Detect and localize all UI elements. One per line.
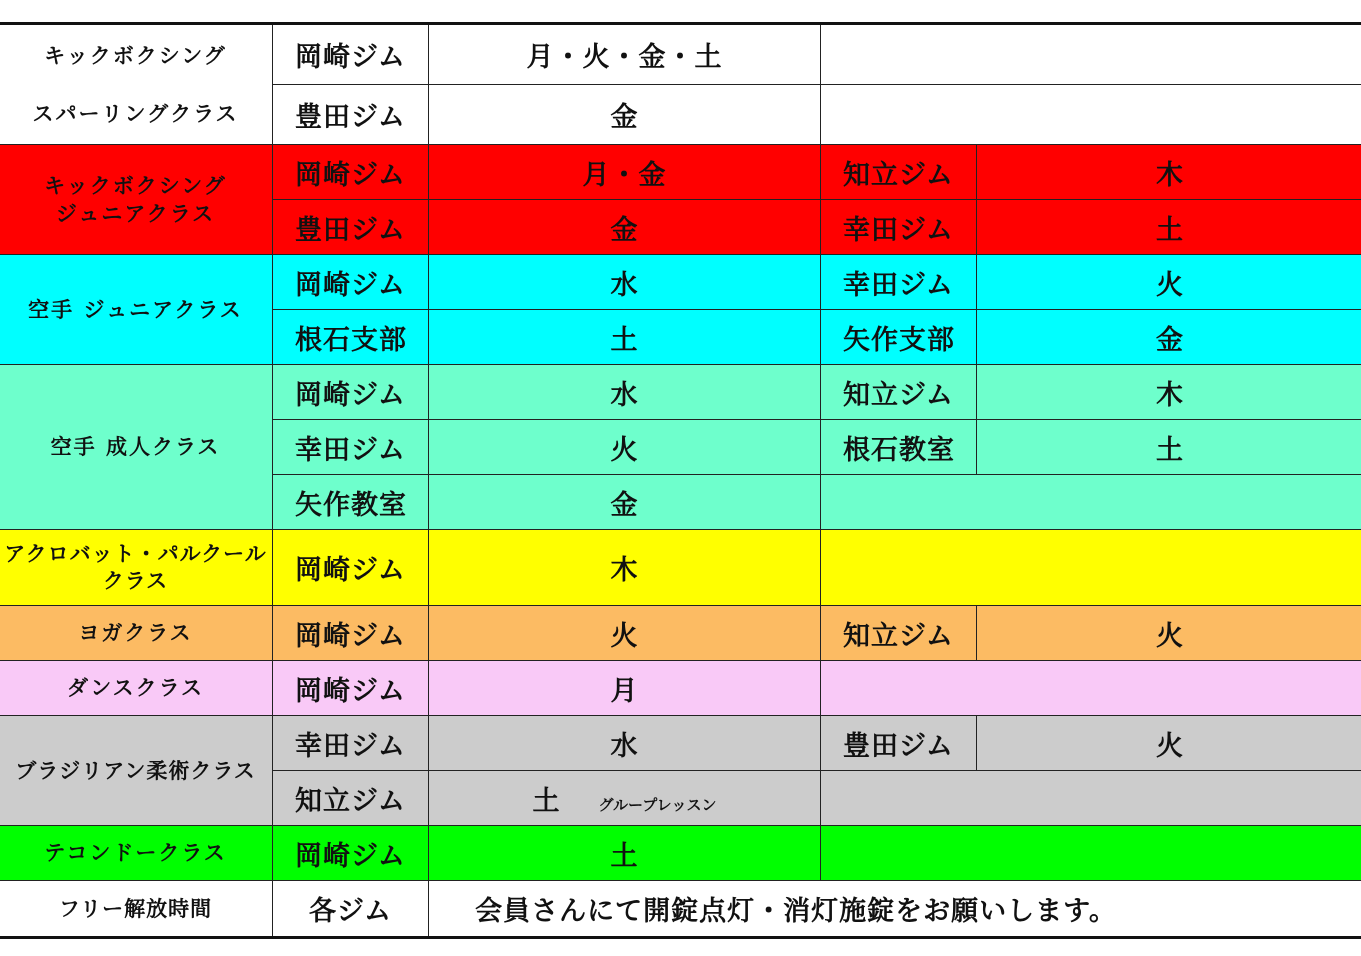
row-yoga bbox=[0, 606, 1361, 661]
class-name-karate-adult: 空手 成人クラス bbox=[0, 365, 273, 530]
days-cell: 土 bbox=[429, 310, 821, 365]
gym-cell: 各ジム bbox=[273, 881, 429, 938]
class-schedule-table bbox=[0, 22, 1361, 939]
gym2-cell: 知立ジム bbox=[821, 606, 977, 661]
row-taekwondo bbox=[0, 826, 1361, 881]
days-cell: 金 bbox=[429, 200, 821, 255]
days-cell: 金 bbox=[429, 85, 821, 145]
empty-cell bbox=[821, 661, 1361, 716]
gym-cell: 岡崎ジム bbox=[273, 365, 429, 420]
gym2-cell: 根石教室 bbox=[821, 420, 977, 475]
gym2-cell: 知立ジム bbox=[821, 145, 977, 200]
row-dance bbox=[0, 661, 1361, 716]
days-cell bbox=[429, 771, 821, 826]
days-cell: 水 bbox=[429, 365, 821, 420]
days-cell: 木 bbox=[429, 530, 821, 606]
gym-cell: 岡崎ジム bbox=[273, 255, 429, 310]
gym2-cell: 矢作支部 bbox=[821, 310, 977, 365]
days-cell: 火 bbox=[429, 420, 821, 475]
class-name-yoga: ヨガクラス bbox=[0, 606, 273, 661]
gym-cell: 岡崎ジム bbox=[273, 661, 429, 716]
days2-cell: 火 bbox=[977, 716, 1361, 771]
row-free-time bbox=[0, 881, 1361, 938]
group-lesson-note: グループレッスン bbox=[598, 795, 717, 814]
class-name-taekwondo: テコンドークラス bbox=[0, 826, 273, 881]
gym2-cell: 幸田ジム bbox=[821, 255, 977, 310]
empty-cell bbox=[821, 771, 1361, 826]
row-karate-junior-1 bbox=[0, 255, 1361, 310]
days2-cell: 金 bbox=[977, 310, 1361, 365]
class-name-dance: ダンスクラス bbox=[0, 661, 273, 716]
gym2-cell: 豊田ジム bbox=[821, 716, 977, 771]
days2-cell: 土 bbox=[977, 420, 1361, 475]
gym-cell: 岡崎ジム bbox=[273, 826, 429, 881]
class-name-free-time: フリー解放時間 bbox=[0, 881, 273, 938]
days2-cell: 火 bbox=[977, 606, 1361, 661]
gym-cell: 幸田ジム bbox=[273, 716, 429, 771]
days-cell: 月 bbox=[429, 661, 821, 716]
gym-cell: 岡崎ジム bbox=[273, 24, 429, 85]
gym-cell: 岡崎ジム bbox=[273, 530, 429, 606]
days2-cell: 土 bbox=[977, 200, 1361, 255]
days2-cell: 木 bbox=[977, 365, 1361, 420]
days-cell: 金 bbox=[429, 475, 821, 530]
row-kick-junior-1 bbox=[0, 145, 1361, 200]
days-cell: 月・火・金・土 bbox=[429, 24, 821, 85]
empty-cell bbox=[821, 85, 1361, 145]
days2-cell: 木 bbox=[977, 145, 1361, 200]
days-cell: 水 bbox=[429, 716, 821, 771]
gym-cell: 豊田ジム bbox=[273, 200, 429, 255]
days-cell: 月・金 bbox=[429, 145, 821, 200]
free-time-note: 会員さんにて開錠点灯・消灯施錠をお願いします。 bbox=[429, 881, 1361, 938]
empty-cell bbox=[821, 826, 1361, 881]
days-cell: 水 bbox=[429, 255, 821, 310]
row-bjj-1 bbox=[0, 716, 1361, 771]
days-cell: 土 bbox=[429, 826, 821, 881]
days2-cell: 火 bbox=[977, 255, 1361, 310]
row-karate-adult-1 bbox=[0, 365, 1361, 420]
row-acrobat bbox=[0, 530, 1361, 606]
gym-cell: 知立ジム bbox=[273, 771, 429, 826]
empty-cell bbox=[821, 475, 1361, 530]
row-kick-sparring-1 bbox=[0, 24, 1361, 85]
gym-cell: 岡崎ジム bbox=[273, 606, 429, 661]
gym-cell: 岡崎ジム bbox=[273, 145, 429, 200]
class-name-kick-junior: キックボクシング ジュニアクラス bbox=[0, 145, 273, 255]
class-name-karate-junior: 空手 ジュニアクラス bbox=[0, 255, 273, 365]
gym-cell: 幸田ジム bbox=[273, 420, 429, 475]
empty-cell bbox=[821, 530, 1361, 606]
empty-cell bbox=[821, 24, 1361, 85]
gym2-cell: 知立ジム bbox=[821, 365, 977, 420]
class-name-bjj: ブラジリアン柔術クラス bbox=[0, 716, 273, 826]
gym-cell: 根石支部 bbox=[273, 310, 429, 365]
gym-cell: 矢作教室 bbox=[273, 475, 429, 530]
days-cell: 火 bbox=[429, 606, 821, 661]
class-name-kick-sparring: キックボクシング スパーリングクラス bbox=[0, 24, 273, 145]
gym-cell: 豊田ジム bbox=[273, 85, 429, 145]
gym2-cell: 幸田ジム bbox=[821, 200, 977, 255]
days-value: 土 bbox=[532, 785, 561, 817]
class-name-acrobat: アクロバット・パルクール クラス bbox=[0, 530, 273, 606]
